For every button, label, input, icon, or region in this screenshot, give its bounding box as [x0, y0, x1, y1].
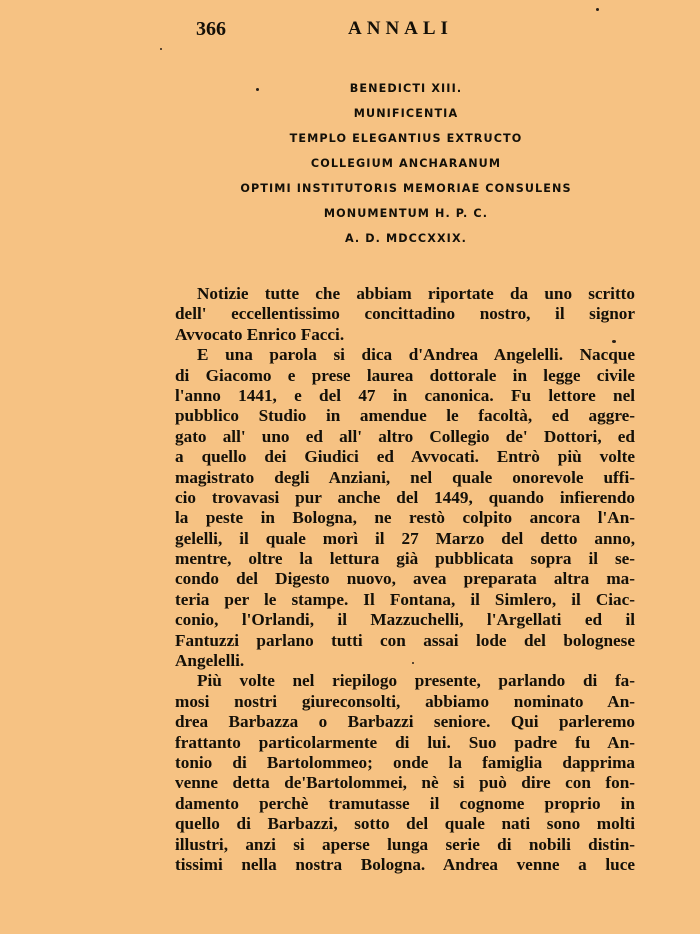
text-line: damento perchè tramutasse il cognome proprio in — [175, 793, 635, 813]
inscription-line: COLLEGIUM ANCHARANUM — [310, 157, 502, 170]
ink-speck — [596, 8, 599, 11]
text-line: frattanto particolarmente di lui. Suo padre fu An- — [175, 732, 635, 752]
text-line: mentre, oltre la lettura già pubblicata sopra il se- — [175, 549, 635, 569]
text-line: a quello dei Giudici ed Avvocati. Entrò più volte — [175, 447, 635, 467]
ink-speck — [612, 340, 616, 343]
text-line: magistrato degli Anziani, nel quale onorevole uffi- — [175, 467, 635, 487]
text-line: condo del Digesto nuovo, avea preparata altra ma- — [175, 569, 635, 589]
text-line: dell' eccellentissimo concittadino nostro, il signor — [175, 304, 635, 324]
running-head: ANNALI — [348, 18, 453, 39]
text-line: la peste in Bologna, ne restò colpito ancora l'An- — [175, 508, 635, 528]
ink-speck — [160, 48, 162, 50]
page-number: 366 — [196, 18, 226, 40]
text-line: gato all' uno ed all' altro Collegio de' Dottori, ed — [175, 426, 635, 446]
text-line: cio trovavasi pur anche del 1449, quando infierendo — [175, 487, 635, 507]
text-line: di Giacomo e prese laurea dottorale in legge civile — [175, 365, 635, 385]
text-line: l'anno 1441, e del 47 in canonica. Fu lettore nel — [175, 385, 635, 405]
paragraph-facci — [175, 284, 635, 345]
text-line: Notizie tutte che abbiam riportate da uno scritto — [197, 284, 635, 303]
text-line: quello di Barbazzi, sotto del quale nati sono molti — [175, 814, 635, 834]
ink-speck — [256, 88, 259, 91]
text-line: Più volte nel riepilogo presente, parlando di fa- — [197, 671, 635, 691]
inscription-line: MONUMENTUM H. P. C. — [323, 207, 489, 220]
text-line: gelelli, il quale morì il 27 Marzo del detto anno, — [175, 528, 635, 548]
page-header — [0, 18, 700, 44]
body-text — [175, 284, 635, 875]
text-line: teria per le stampe. Il Fontana, il Simlero, il Ciac- — [175, 589, 635, 609]
text-line: pubblico Studio in amendue le facoltà, ed aggre- — [175, 406, 635, 426]
inscription-line: A. D. MDCCXXIX. — [344, 232, 468, 245]
inscription-line: MUNIFICENTIA — [353, 107, 459, 120]
text-line: venne detta de'Bartolommei, nè si può dire con fon- — [175, 773, 635, 793]
text-line: drea Barbazza o Barbazzi seniore. Qui parleremo — [175, 712, 635, 732]
ink-speck — [412, 662, 414, 664]
paragraph-angelelli — [175, 345, 635, 671]
text-line: mosi nostri giureconsolti, abbiamo nominato An- — [175, 691, 635, 711]
text-line: Fantuzzi parlano tutti con assai lode del bolognese — [175, 630, 635, 650]
inscription-line: BENEDICTI XIII. — [349, 82, 463, 95]
text-line: Angelelli. — [175, 651, 245, 671]
text-line: tonio di Bartolommeo; onde la famiglia dapprima — [175, 752, 635, 772]
text-line: illustri, anzi si aperse lunga serie di nobili distin- — [175, 834, 635, 854]
text-line: E una parola si dica d'Andrea Angelelli. Nacque — [197, 345, 635, 365]
text-line: Avvocato Enrico Facci. — [175, 324, 345, 344]
text-line: tissimi nella nostra Bologna. Andrea venne a luce — [175, 854, 635, 874]
paragraph-barbazza — [175, 671, 635, 875]
inscription-block — [0, 82, 700, 257]
text-line: conio, l'Orlandi, il Mazzuchelli, l'Argellati ed il — [175, 610, 635, 630]
inscription-line: TEMPLO ELEGANTIUS EXTRUCTO — [289, 132, 523, 145]
inscription-line: OPTIMI INSTITUTORIS MEMORIAE CONSULENS — [240, 182, 572, 195]
